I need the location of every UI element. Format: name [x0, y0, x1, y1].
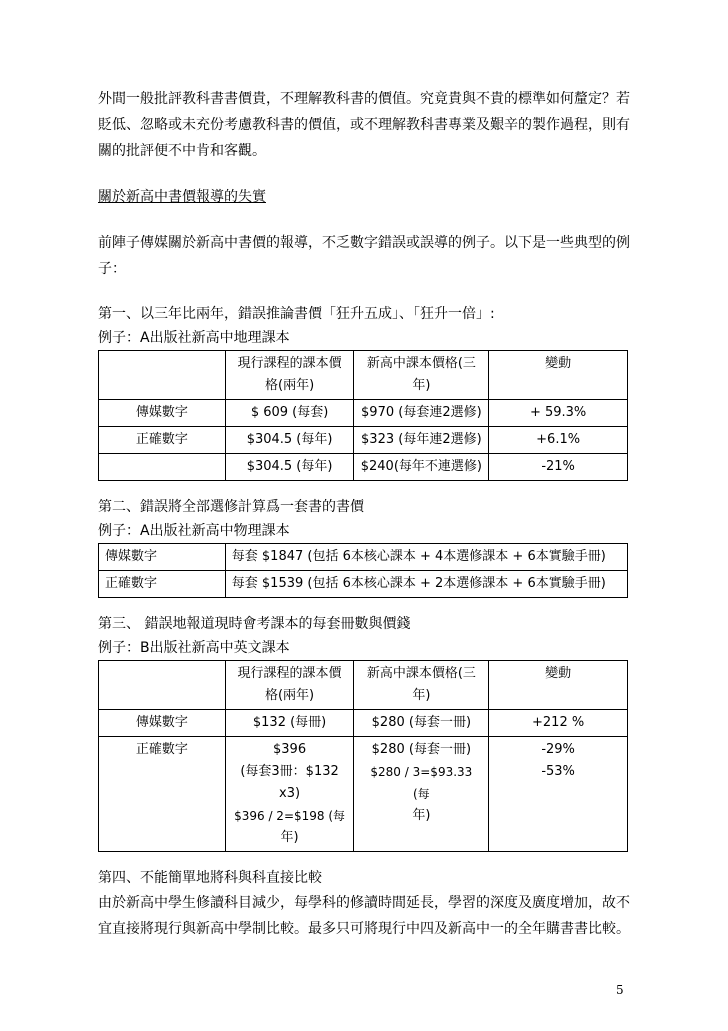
- table-cell: [354, 737, 489, 852]
- table-cell: 每套 $1847 (包括 6本核心課本 + 4本選修課本 + 6本實驗手冊): [225, 544, 627, 571]
- table-cell: $323 (每年連2選修): [354, 427, 489, 454]
- table-header-cell: 變動: [489, 661, 628, 710]
- table-row: [99, 400, 628, 427]
- table-cell: +212 %: [489, 710, 628, 737]
- case1-table: [98, 350, 628, 481]
- table-cell: + 59.3%: [489, 400, 628, 427]
- table-cell: $240(每年不連選修): [354, 454, 489, 481]
- table-cell: $304.5 (每年): [225, 427, 354, 454]
- table-header-cell: 新高中課本價格(三年): [354, 661, 489, 710]
- table-cell: $970 (每套連2選修): [354, 400, 489, 427]
- cell-line: x3): [279, 786, 301, 801]
- case1-example: 例子：A出版社新高中地理課本: [98, 330, 290, 346]
- table-header-cell: 現行課程的課本價格(兩年): [225, 661, 354, 710]
- table-row: [99, 571, 628, 598]
- table-cell: $ 609 (每套): [225, 400, 354, 427]
- table-cell: 正確數字: [99, 737, 226, 852]
- page-number: 5: [616, 983, 624, 997]
- section-intro-paragraph: 前陣子傳媒關於新高中書價的報導，不乏數字錯誤或誤導的例子。以下是一些典型的例子：: [98, 235, 630, 277]
- table-cell: $132 (每冊): [225, 710, 354, 737]
- table-cell: +6.1%: [489, 427, 628, 454]
- case1-title: 第一、以三年比兩年，錯誤推論書價「狂升五成」、「狂升一倍」:: [98, 306, 495, 322]
- table-header-cell: 現行課程的課本價格(兩年): [225, 351, 354, 400]
- table-cell: [489, 737, 628, 852]
- cell-line: (每套3冊：$132: [240, 764, 339, 779]
- cell-line: 年): [280, 830, 299, 845]
- table-cell: 每套 $1539 (包括 6本核心課本 + 2本選修課本 + 6本實驗手冊): [225, 571, 627, 598]
- case2-table: [98, 543, 628, 598]
- table-row: [99, 737, 628, 852]
- table-row: [99, 427, 628, 454]
- cell-line: -53%: [541, 764, 575, 779]
- table-header-cell: [99, 661, 226, 710]
- table-cell: $280 (每套一冊): [354, 710, 489, 737]
- table-cell: [99, 454, 226, 481]
- table-cell: 傳媒數字: [99, 710, 226, 737]
- case2-example: 例子：A出版社新高中物理課本: [98, 523, 290, 539]
- table-cell: [225, 737, 354, 852]
- table-cell: -21%: [489, 454, 628, 481]
- case3-example: 例子：B出版社新高中英文課本: [98, 640, 290, 656]
- table-header-row: [99, 661, 628, 710]
- case4-title: 第四、不能簡單地將科與科直接比較: [98, 870, 322, 886]
- table-header-row: [99, 351, 628, 400]
- table-row: [99, 544, 628, 571]
- intro-paragraph: 外間一般批評教科書書價貴，不理解教科書的價值。究竟貴與不貴的標準如何釐定？若貶低、忽略或未充份考慮教科書的價值，或不理解教科書專業及艱辛的製作過程，則有關的批評便不中肯和客觀。: [98, 91, 630, 159]
- case3-table: [98, 660, 628, 852]
- table-header-cell: 變動: [489, 351, 628, 400]
- case4-body: 由於新高中學生修讀科目減少，每學科的修讀時間延長，學習的深度及廣度增加，故不宜直接將現行與新高中學制比較。最多只可將現行中四及新高中一的全年購書書比較。: [98, 895, 630, 937]
- table-cell: $304.5 (每年): [225, 454, 354, 481]
- table-cell: 正確數字: [99, 571, 226, 598]
- table-header-cell: 新高中課本價格(三年): [354, 351, 489, 400]
- table-cell: 傳媒數字: [99, 544, 226, 571]
- table-header-cell: [99, 351, 226, 400]
- case3-title: 第三、 錯誤地報道現時會考課本的每套冊數與價錢: [98, 616, 411, 632]
- cell-line: $396 / 2=$198 (每: [234, 809, 346, 823]
- document-page: [98, 86, 634, 942]
- cell-line: 年): [412, 808, 431, 823]
- case2-title: 第二、錯誤將全部選修計算爲一套書的書價: [98, 499, 364, 515]
- section-heading: 關於新高中書價報導的失實: [98, 189, 266, 205]
- table-cell: 正確數字: [99, 427, 226, 454]
- cell-line: -29%: [541, 742, 575, 757]
- cell-line: $280 / 3=$93.33 (每: [370, 765, 473, 801]
- cell-line: $280 (每套一冊): [371, 742, 472, 757]
- table-row: [99, 710, 628, 737]
- table-cell: 傳媒數字: [99, 400, 226, 427]
- cell-line: $396: [273, 742, 307, 757]
- table-row: [99, 454, 628, 481]
